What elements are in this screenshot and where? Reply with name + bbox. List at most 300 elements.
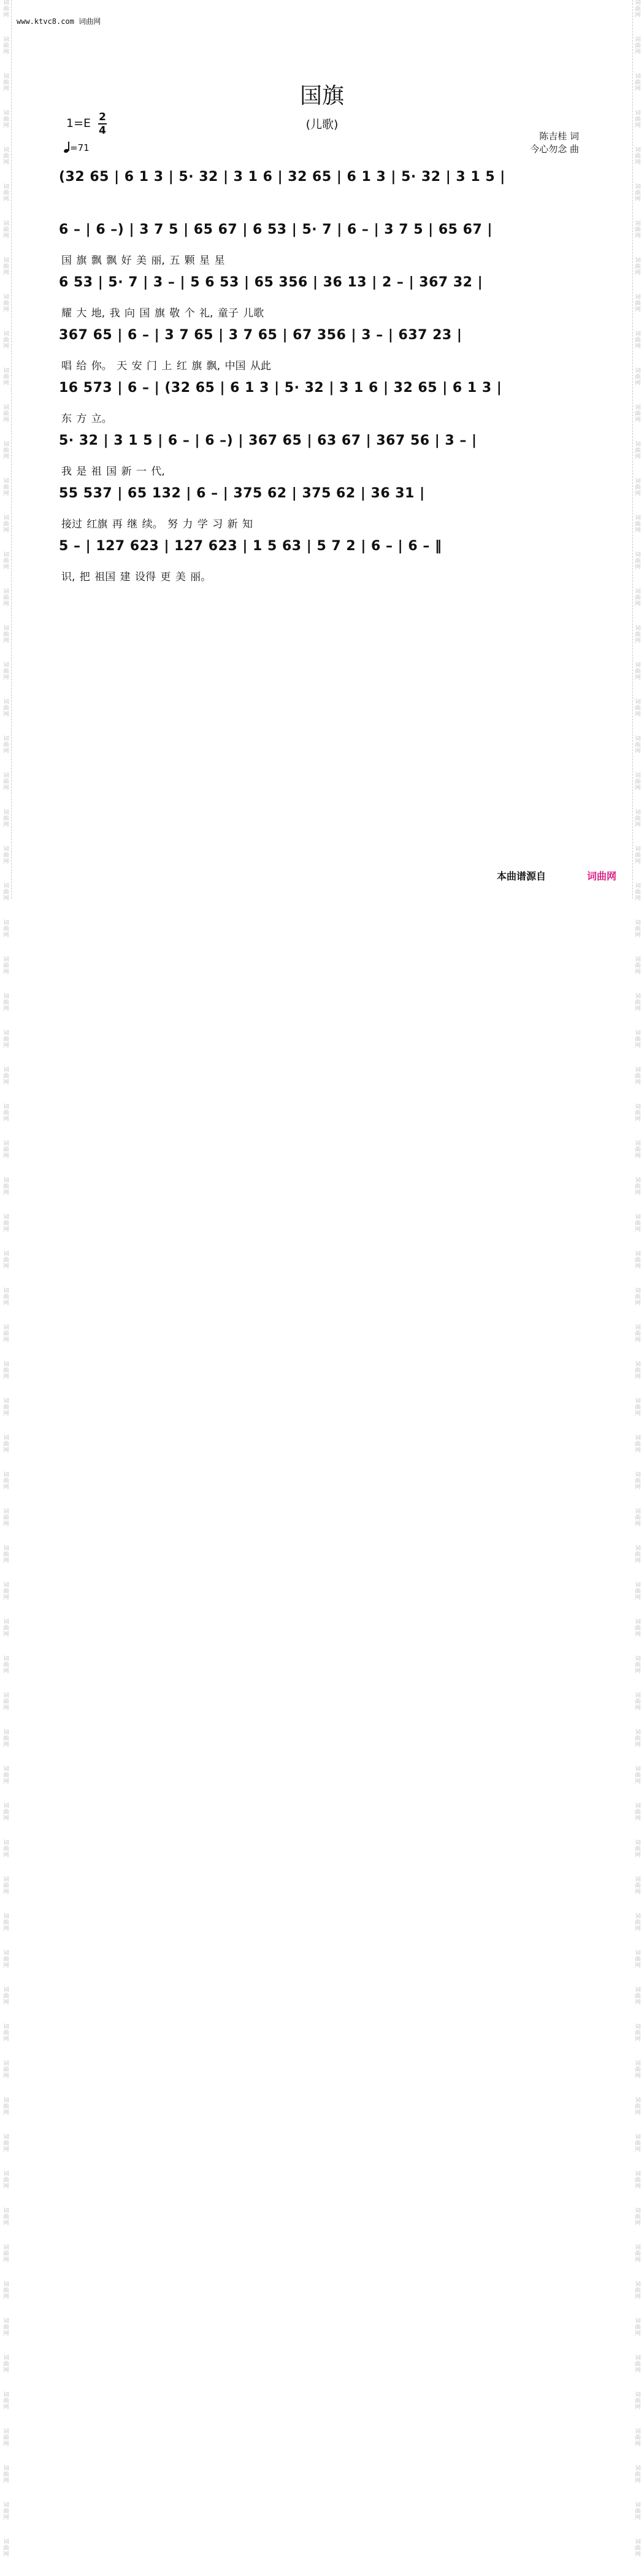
watermark-char: 曲 <box>635 1625 641 1631</box>
watermark-char: 词 <box>635 2282 641 2288</box>
watermark-gap <box>633 1932 643 1950</box>
watermark-char: 词 <box>635 2466 641 2472</box>
music-notation: 6 – | 6 –) | 3 7 5 | 65 67 | 6 53 | 5· 7 | 6 – | 3 7 5 | 65 67 | <box>59 222 493 237</box>
watermark-gap <box>1 2079 11 2098</box>
watermark-char: 曲 <box>3 411 9 417</box>
watermark-char: 网 <box>635 1742 641 1748</box>
watermark-gap <box>633 1306 643 1325</box>
watermark-gap <box>1 276 11 294</box>
watermark-char: 词 <box>3 1398 9 1405</box>
watermark-char: 曲 <box>3 6 9 12</box>
watermark-char: 网 <box>635 2257 641 2263</box>
watermark-char: 词 <box>635 626 641 632</box>
watermark-char: 曲 <box>3 1699 9 1705</box>
watermark-char: 曲 <box>635 2104 641 2110</box>
watermark-char: 词 <box>635 478 641 485</box>
score-line-5 <box>59 378 583 431</box>
watermark-gap <box>633 2374 643 2392</box>
watermark-char: 网 <box>3 1815 9 1822</box>
watermark-gap <box>1 2558 11 2576</box>
watermark-char: 词 <box>3 1730 9 1736</box>
watermark-char: 曲 <box>635 1441 641 1447</box>
watermark-char: 网 <box>635 601 641 607</box>
watermark-gap <box>633 644 643 662</box>
left-side-watermark <box>1 0 12 2558</box>
watermark-gap <box>633 1343 643 1362</box>
watermark-char: 词 <box>635 331 641 337</box>
watermark-gap <box>1 791 11 810</box>
watermark-char: 网 <box>635 2404 641 2410</box>
page-title: 国旗 <box>299 83 344 109</box>
watermark-char: 词 <box>3 258 9 264</box>
watermark-gap <box>633 55 643 74</box>
watermark-char: 网 <box>635 1006 641 1012</box>
watermark-char: 网 <box>3 1411 9 1417</box>
watermark-gap <box>1 239 11 258</box>
watermark-char: 网 <box>3 2036 9 2042</box>
watermark-char: 词 <box>635 1214 641 1221</box>
watermark-char: 网 <box>3 86 9 92</box>
watermark-char: 词 <box>3 2392 9 2398</box>
watermark-char: 曲 <box>635 1736 641 1742</box>
watermark-char: 曲 <box>3 1809 9 1815</box>
watermark-char: 网 <box>635 86 641 92</box>
watermark-char: 网 <box>3 454 9 460</box>
time-signature <box>98 111 107 137</box>
watermark-char: 曲 <box>635 1552 641 1558</box>
watermark-char: 词 <box>3 957 9 963</box>
watermark-char: 词 <box>3 2466 9 2472</box>
watermark-char: 网 <box>3 1521 9 1527</box>
watermark-char: 曲 <box>635 2288 641 2294</box>
watermark-gap <box>1 2006 11 2024</box>
watermark-char: 曲 <box>635 2325 641 2331</box>
time-sig-numerator: 2 <box>99 111 106 123</box>
watermark-char: 词 <box>635 1840 641 1846</box>
watermark-char: 曲 <box>3 1920 9 1926</box>
footer-site-link[interactable]: 词曲网 <box>587 870 617 882</box>
watermark-char: 曲 <box>635 411 641 417</box>
watermark-gap <box>1 938 11 957</box>
music-notation: 55 537 | 65 132 | 6 – | 375 62 | 375 62 | 36 31 | <box>59 486 425 501</box>
watermark-gap <box>1 1822 11 1840</box>
watermark-char: 词 <box>635 74 641 80</box>
watermark-char: 词 <box>635 2245 641 2251</box>
watermark-gap <box>1 1490 11 1509</box>
watermark-gap <box>633 2558 643 2576</box>
watermark-gap <box>633 754 643 773</box>
watermark-char: 曲 <box>3 1110 9 1116</box>
watermark-gap <box>633 1601 643 1619</box>
watermark-gap <box>633 1969 643 1987</box>
watermark-gap <box>633 2116 643 2134</box>
watermark-char: 曲 <box>635 1589 641 1595</box>
watermark-gap <box>1 313 11 331</box>
watermark-char: 曲 <box>3 227 9 233</box>
watermark-gap <box>1 1858 11 1877</box>
watermark-char: 网 <box>635 1484 641 1490</box>
watermark-gap <box>1 2447 11 2466</box>
watermark-char: 网 <box>3 1668 9 1674</box>
watermark-gap <box>1 1270 11 1288</box>
watermark-char: 曲 <box>3 337 9 343</box>
watermark-gap <box>633 1049 643 1067</box>
watermark-gap <box>1 1086 11 1104</box>
watermark-char: 曲 <box>635 1699 641 1705</box>
watermark-char: 网 <box>635 270 641 276</box>
watermark-char: 词 <box>3 1067 9 1073</box>
watermark-char: 网 <box>3 932 9 938</box>
watermark-char: 词 <box>635 2429 641 2435</box>
lyrics: 东 方 立。 <box>61 413 112 425</box>
watermark-char: 曲 <box>635 337 641 343</box>
watermark-char: 曲 <box>635 2435 641 2441</box>
watermark-char: 曲 <box>3 153 9 159</box>
lyricist: 陈吉桂 词 <box>539 131 579 142</box>
site-url: www.ktvc8.com 词曲网 <box>17 17 101 26</box>
watermark-char: 网 <box>3 1705 9 1711</box>
watermark-gap <box>1 55 11 74</box>
watermark-char: 曲 <box>635 1478 641 1484</box>
watermark-char: 网 <box>3 123 9 129</box>
watermark-char: 词 <box>635 1987 641 1993</box>
watermark-char: 曲 <box>3 963 9 969</box>
watermark-gap <box>633 2042 643 2061</box>
watermark-gap <box>1 2226 11 2245</box>
watermark-char: 曲 <box>635 227 641 233</box>
watermark-char: 词 <box>3 515 9 521</box>
watermark-char: 词 <box>635 1950 641 1957</box>
watermark-char: 曲 <box>635 43 641 49</box>
watermark-char: 词 <box>3 1288 9 1294</box>
watermark-char: 网 <box>3 2073 9 2079</box>
watermark-char: 曲 <box>635 2545 641 2551</box>
watermark-char: 网 <box>3 1079 9 1086</box>
watermark-gap <box>633 166 643 184</box>
watermark-char: 词 <box>635 773 641 779</box>
watermark-char: 曲 <box>3 2141 9 2147</box>
key-signature: 1=E <box>66 117 91 130</box>
watermark-char: 曲 <box>635 2030 641 2036</box>
watermark-char: 网 <box>3 2147 9 2153</box>
watermark-char: 网 <box>3 233 9 239</box>
watermark-gap <box>633 423 643 442</box>
watermark-char: 词 <box>3 1472 9 1478</box>
watermark-char: 网 <box>635 454 641 460</box>
watermark-char: 网 <box>635 2441 641 2447</box>
watermark-gap <box>1 1969 11 1987</box>
watermark-char: 网 <box>3 1337 9 1343</box>
watermark-gap <box>1 350 11 368</box>
watermark-char: 网 <box>635 1521 641 1527</box>
watermark-char: 曲 <box>635 558 641 564</box>
watermark-char: 词 <box>635 2539 641 2545</box>
watermark-char: 词 <box>635 2392 641 2398</box>
watermark-char: 网 <box>3 2515 9 2521</box>
watermark-gap <box>1 2116 11 2134</box>
watermark-char: 曲 <box>3 1478 9 1484</box>
composer: 今心勿念 曲 <box>530 144 579 155</box>
watermark-char: 曲 <box>635 1147 641 1153</box>
watermark-char: 曲 <box>635 595 641 601</box>
watermark-char: 曲 <box>3 1993 9 1999</box>
score-line-1 <box>59 167 583 220</box>
watermark-char: 曲 <box>3 1662 9 1668</box>
watermark-char: 网 <box>635 49 641 55</box>
watermark-char: 网 <box>635 2515 641 2521</box>
watermark-char: 词 <box>3 1877 9 1883</box>
watermark-char: 曲 <box>3 1441 9 1447</box>
watermark-char: 网 <box>3 2110 9 2116</box>
watermark-gap <box>1 2410 11 2429</box>
watermark-gap <box>633 2337 643 2355</box>
watermark-char: 词 <box>3 147 9 153</box>
watermark-char: 网 <box>3 417 9 423</box>
watermark-gap <box>633 1270 643 1288</box>
watermark-char: 网 <box>3 343 9 350</box>
score-line-8 <box>59 536 583 589</box>
watermark-char: 词 <box>635 515 641 521</box>
watermark-char: 曲 <box>635 2361 641 2367</box>
watermark-char: 网 <box>635 307 641 313</box>
watermark-gap <box>633 828 643 846</box>
watermark-gap <box>1 497 11 515</box>
watermark-char: 词 <box>635 2502 641 2509</box>
watermark-gap <box>1 1159 11 1178</box>
watermark-char: 词 <box>635 1509 641 1515</box>
watermark-char: 网 <box>635 2073 641 2079</box>
watermark-gap <box>1 534 11 552</box>
watermark-char: 曲 <box>635 6 641 12</box>
watermark-char: 词 <box>635 1546 641 1552</box>
watermark-gap <box>1 1748 11 1766</box>
watermark-char: 网 <box>3 1999 9 2006</box>
watermark-char: 网 <box>3 1558 9 1564</box>
watermark-gap <box>633 902 643 920</box>
subtitle: (儿歌) <box>305 118 339 131</box>
watermark-gap <box>633 202 643 221</box>
watermark-char: 曲 <box>635 1331 641 1337</box>
watermark-char: 词 <box>635 1730 641 1736</box>
watermark-char: 词 <box>3 2171 9 2177</box>
watermark-gap <box>1 2300 11 2318</box>
watermark-gap <box>1 1527 11 1546</box>
watermark-gap <box>633 2521 643 2539</box>
watermark-gap <box>1 1601 11 1619</box>
watermark-char: 词 <box>3 1766 9 1773</box>
watermark-char: 网 <box>3 1926 9 1932</box>
watermark-char: 词 <box>635 1030 641 1037</box>
watermark-char: 曲 <box>635 1993 641 1999</box>
watermark-char: 曲 <box>3 2214 9 2220</box>
watermark-gap <box>1 1122 11 1141</box>
watermark-gap <box>633 534 643 552</box>
lyrics: 国 旗 飘 飘 好 美 丽, 五 颗 星 星 <box>61 255 225 267</box>
watermark-char: 曲 <box>635 816 641 822</box>
watermark-char: 词 <box>635 258 641 264</box>
watermark-char: 词 <box>635 1104 641 1110</box>
watermark-gap <box>1 644 11 662</box>
watermark-char: 词 <box>635 662 641 669</box>
watermark-gap <box>633 276 643 294</box>
watermark-char: 词 <box>3 478 9 485</box>
watermark-char: 词 <box>635 1619 641 1625</box>
watermark-char: 词 <box>635 184 641 190</box>
watermark-gap <box>1 681 11 699</box>
watermark-char: 词 <box>635 294 641 301</box>
watermark-char: 词 <box>3 2282 9 2288</box>
watermark-char: 网 <box>3 1116 9 1122</box>
watermark-char: 词 <box>635 2171 641 2177</box>
watermark-gap <box>1 1233 11 1251</box>
watermark-gap <box>1 570 11 589</box>
watermark-char: 曲 <box>635 2509 641 2515</box>
watermark-char: 网 <box>635 785 641 791</box>
watermark-char: 网 <box>635 123 641 129</box>
watermark-char: 词 <box>3 1914 9 1920</box>
watermark-char: 网 <box>635 491 641 497</box>
watermark-char: 词 <box>3 2024 9 2030</box>
music-notation: 5· 32 | 3 1 5 | 6 – | 6 –) | 367 65 | 63 67 | 367 56 | 3 – | <box>59 433 477 448</box>
watermark-char: 词 <box>3 1030 9 1037</box>
watermark-gap <box>1 1564 11 1582</box>
music-notation: 16 573 | 6 – | (32 65 | 6 1 3 | 5· 32 | 3 1 6 | 32 65 | 6 1 3 | <box>59 380 502 396</box>
watermark-gap <box>1 1380 11 1398</box>
watermark-char: 词 <box>3 1950 9 1957</box>
watermark-char: 词 <box>3 1435 9 1441</box>
watermark-char: 网 <box>635 748 641 754</box>
watermark-char: 网 <box>3 196 9 202</box>
watermark-char: 词 <box>3 2539 9 2545</box>
watermark-char: 网 <box>3 2331 9 2337</box>
watermark-char: 词 <box>635 2134 641 2141</box>
watermark-char: 词 <box>3 1141 9 1147</box>
watermark-char: 网 <box>3 12 9 18</box>
watermark-char: 网 <box>3 748 9 754</box>
watermark-gap <box>1 460 11 478</box>
watermark-char: 网 <box>635 12 641 18</box>
watermark-char: 曲 <box>635 1662 641 1668</box>
watermark-char: 网 <box>635 859 641 865</box>
watermark-char: 网 <box>3 1963 9 1969</box>
watermark-char: 网 <box>635 417 641 423</box>
watermark-char: 曲 <box>635 1405 641 1411</box>
watermark-gap <box>633 718 643 736</box>
watermark-char: 曲 <box>635 2472 641 2478</box>
watermark-gap <box>1 2190 11 2208</box>
watermark-gap <box>633 2226 643 2245</box>
music-notation: 6 53 | 5· 7 | 3 – | 5 6 53 | 65 356 | 36 13 | 2 – | 367 32 | <box>59 275 483 290</box>
watermark-char: 网 <box>635 380 641 386</box>
quarter-note-icon <box>64 142 70 153</box>
watermark-gap <box>1 1638 11 1656</box>
watermark-char: 网 <box>635 932 641 938</box>
watermark-char: 曲 <box>3 374 9 380</box>
watermark-gap <box>1 1343 11 1362</box>
watermark-gap <box>1 902 11 920</box>
watermark-char: 曲 <box>3 1331 9 1337</box>
watermark-char: 词 <box>635 1914 641 1920</box>
watermark-char: 网 <box>635 159 641 166</box>
watermark-char: 曲 <box>3 1294 9 1300</box>
watermark-char: 曲 <box>635 1110 641 1116</box>
watermark-char: 词 <box>3 1104 9 1110</box>
watermark-char: 网 <box>635 1705 641 1711</box>
watermark-char: 词 <box>3 1619 9 1625</box>
watermark-gap <box>1 607 11 626</box>
watermark-char: 曲 <box>635 669 641 675</box>
time-sig-denominator: 4 <box>99 125 106 137</box>
watermark-gap <box>633 1196 643 1214</box>
watermark-char: 词 <box>3 2429 9 2435</box>
watermark-gap <box>1 1306 11 1325</box>
watermark-char: 曲 <box>3 889 9 895</box>
lyrics: 耀 大 地, 我 向 国 旗 敬 个 礼, 童子 儿歌 <box>61 307 264 320</box>
watermark-char: 词 <box>3 184 9 190</box>
watermark-char: 词 <box>3 1251 9 1257</box>
watermark-gap <box>633 607 643 626</box>
watermark-char: 网 <box>635 1889 641 1895</box>
watermark-char: 网 <box>3 2367 9 2374</box>
watermark-char: 曲 <box>635 2141 641 2147</box>
watermark-gap <box>633 239 643 258</box>
watermark-char: 词 <box>635 846 641 853</box>
watermark-gap <box>633 18 643 37</box>
watermark-gap <box>633 1233 643 1251</box>
watermark-char: 词 <box>635 1472 641 1478</box>
watermark-char: 词 <box>3 442 9 448</box>
watermark-char: 词 <box>635 1178 641 1184</box>
watermark-char: 网 <box>3 527 9 534</box>
watermark-char: 词 <box>635 2355 641 2361</box>
watermark-char: 网 <box>635 1815 641 1822</box>
watermark-char: 网 <box>635 1227 641 1233</box>
watermark-char: 网 <box>3 1300 9 1306</box>
watermark-gap <box>633 2484 643 2502</box>
watermark-char: 曲 <box>3 2104 9 2110</box>
watermark-char: 曲 <box>3 1957 9 1963</box>
watermark-char: 词 <box>635 442 641 448</box>
watermark-char: 词 <box>3 2061 9 2067</box>
watermark-char: 曲 <box>3 2177 9 2183</box>
watermark-char: 词 <box>635 589 641 595</box>
watermark-char: 网 <box>3 785 9 791</box>
watermark-char: 网 <box>3 675 9 681</box>
watermark-char: 网 <box>635 1447 641 1454</box>
watermark-char: 曲 <box>3 669 9 675</box>
watermark-char: 曲 <box>3 1883 9 1889</box>
watermark-char: 词 <box>635 2024 641 2030</box>
watermark-char: 曲 <box>3 1515 9 1521</box>
watermark-char: 曲 <box>3 1405 9 1411</box>
watermark-char: 曲 <box>635 1073 641 1079</box>
watermark-char: 词 <box>3 74 9 80</box>
watermark-char: 网 <box>635 1926 641 1932</box>
watermark-char: 词 <box>635 1582 641 1589</box>
watermark-gap <box>633 1159 643 1178</box>
watermark-char: 网 <box>635 1043 641 1049</box>
watermark-char: 网 <box>3 1447 9 1454</box>
watermark-gap <box>633 386 643 405</box>
tempo-value: =71 <box>70 142 90 153</box>
lyrics: 接过 红旗 再 继 续。 努 力 学 习 新 知 <box>61 518 253 531</box>
watermark-char: 网 <box>3 1374 9 1380</box>
watermark-gap <box>633 1748 643 1766</box>
watermark-char: 网 <box>3 1631 9 1638</box>
watermark-char: 网 <box>3 307 9 313</box>
watermark-char: 词 <box>635 368 641 374</box>
watermark-gap <box>1 1012 11 1030</box>
